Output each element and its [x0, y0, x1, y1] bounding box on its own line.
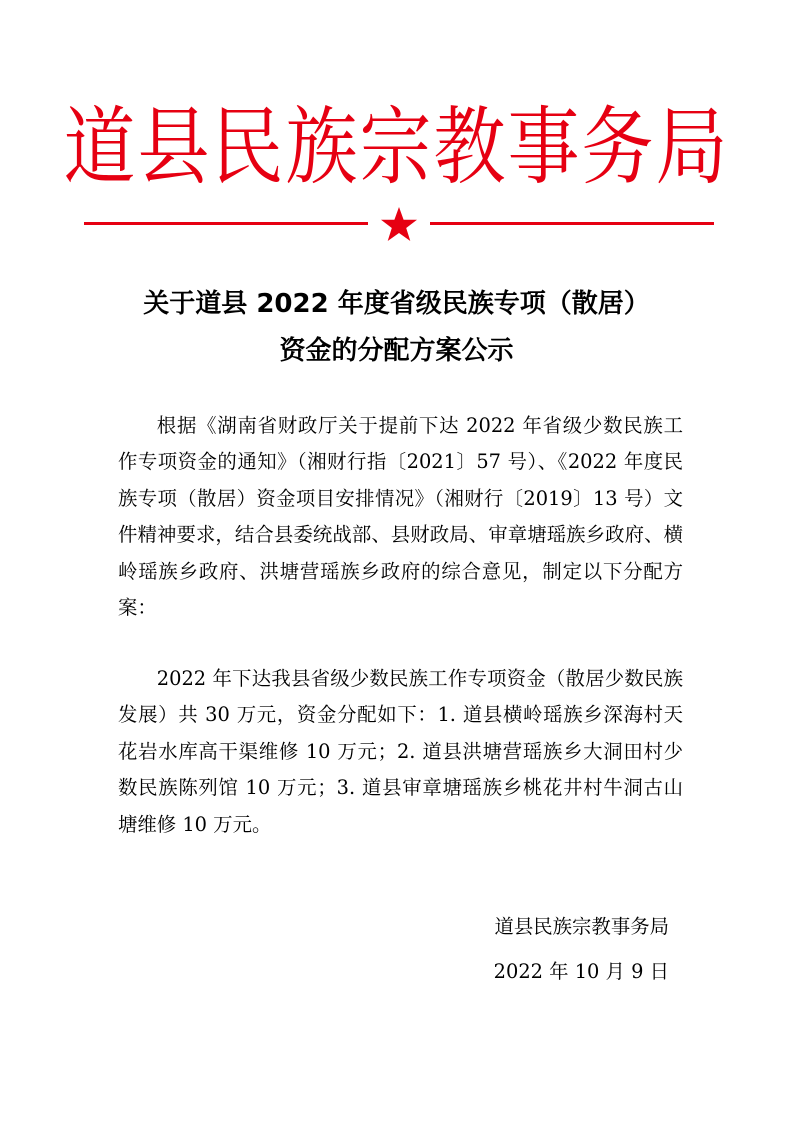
body-paragraph-2: 2022 年下达我县省级少数民族工作专项资金（散居少数民族发展）共 30 万元，资金分配如下：1. 道县横岭瑶族乡深海村天花岩水库高干渠维修 10 万元；2. 道县洪塘营瑶族乡大洞田村少数民族陈列馆 10 万元；3. 道县审章塘瑶族乡桃花井村牛洞古山塘维修 10 万元。: [118, 667, 683, 836]
signature-organization: 道县民族宗教事务局: [494, 915, 669, 938]
masthead-divider-right: [430, 222, 714, 225]
document-title-line-2: 资金的分配方案公示: [279, 336, 514, 366]
document-title-line-1: 关于道县 2022 年度省级民族专项（散居）: [143, 289, 650, 319]
signature-date: 2022 年 10 月 9 日: [493, 960, 669, 983]
masthead-title: 道县民族宗教事务局: [63, 97, 730, 197]
body-paragraph-1: 根据《湖南省财政厅关于提前下达 2022 年省级少数民族工作专项资金的通知》（湘财行指〔2021〕57 号）、《2022 年度民族专项（散居）资金项目安排情况》（湘财行〔2019〕13 号）文件精神要求，结合县委统战部、县财政局、审章塘瑶族乡政府、横岭瑶族乡政府、洪塘营瑶族乡政府的综合意见，制定以下分配方案：: [118, 414, 683, 620]
masthead-divider-left: [84, 222, 368, 225]
red-star-icon: [380, 206, 418, 242]
